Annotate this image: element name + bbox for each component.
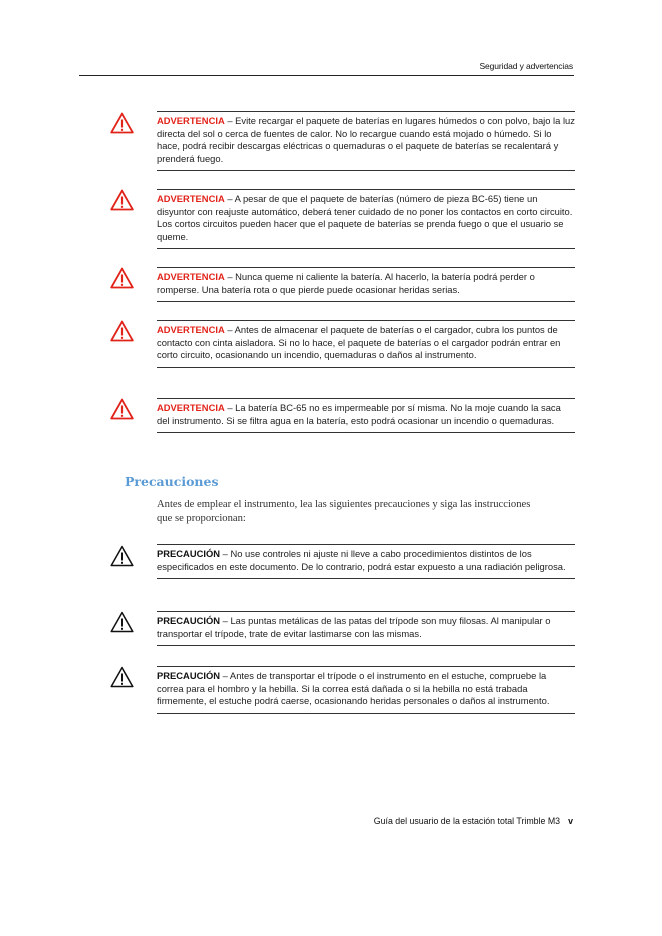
caution-triangle-icon xyxy=(110,611,134,633)
caution-text xyxy=(157,666,575,714)
warning-body: – Evite recargar el paquete de baterías en lugares húmedos o con polvo, bajo la luz directa del sol o cerca de fuentes de calor. No lo recargue cuando está mojado o húmedo. Si lo hace, podrá recibir descargas eléctricas o quemaduras o el paquete de baterías se recalentará y prenderá fuego. xyxy=(157,115,575,164)
caution-triangle-icon xyxy=(110,545,134,567)
caution-text xyxy=(157,611,575,646)
warning-label: ADVERTENCIA xyxy=(157,193,225,204)
page-footer xyxy=(374,816,573,826)
caution-body: – Las puntas metálicas de las patas del trípode son muy filosas. Al manipular o transportar el trípode, trate de evitar lastimarse con las mismas. xyxy=(157,615,551,639)
header-rule xyxy=(79,75,574,76)
caution-body: – No use controles ni ajuste ni lleve a cabo procedimientos distintos de los especificados en este documento. De lo contrario, podrá estar expuesto a una radiación peligrosa. xyxy=(157,548,566,572)
warning-label: ADVERTENCIA xyxy=(157,324,225,335)
warning-body: – A pesar de que el paquete de baterías (número de pieza BC-65) tiene un disyuntor con reajuste automático, deberá tener cuidado de no poner los contactos en corto circuito. Los cortos circuitos pueden hacer que el paquete de baterías se prenda fuego o que el usuario se queme. xyxy=(157,193,573,242)
warning-text xyxy=(157,111,575,171)
warning-triangle-icon xyxy=(110,320,134,342)
caution-body: – Antes de transportar el trípode o el instrumento en el estuche, compruebe la correa para el hombro y la hebilla. Si la correa está dañada o si la hebilla no está trabada firmemente, el estuche podrá caerse, ocasionando heridas personales o daños al instrumento. xyxy=(157,670,550,707)
guide-title: Guía del usuario de la estación total Trimble M3 xyxy=(373,816,561,826)
warning-body: – Nunca queme ni caliente la batería. Al hacerlo, la batería podrá perder o romperse. Una batería rota o que pierde puede ocasionar heridas serias. xyxy=(157,271,535,295)
section-intro: Antes de emplear el instrumento, lea las siguientes precauciones y siga las instrucciones que se proporcionan: xyxy=(157,499,531,524)
warning-label: ADVERTENCIA xyxy=(157,402,225,413)
section-title: Precauciones xyxy=(125,474,219,489)
caution-text xyxy=(157,544,575,579)
warning-triangle-icon xyxy=(110,398,134,420)
warning-triangle-icon xyxy=(110,267,134,289)
warning-text xyxy=(157,398,575,433)
warning-triangle-icon xyxy=(110,189,134,211)
warning-triangle-icon xyxy=(110,112,134,134)
warning-label: ADVERTENCIA xyxy=(157,115,225,126)
caution-triangle-icon xyxy=(110,666,134,688)
warning-label: ADVERTENCIA xyxy=(157,271,225,282)
warning-text xyxy=(157,267,575,302)
warning-text xyxy=(157,189,575,249)
caution-label: PRECAUCIÓN xyxy=(157,615,221,626)
caution-label: PRECAUCIÓN xyxy=(157,670,221,681)
warning-text xyxy=(157,320,575,368)
warning-body: – La batería BC-65 no es impermeable por sí misma. No la moje cuando la saca del instrumento. Si se filtra agua en la batería, esto podrá ocasionar un incendio o quemaduras. xyxy=(157,402,561,426)
running-header: Seguridad y advertencias xyxy=(479,61,573,71)
warning-body: – Antes de almacenar el paquete de baterías o el cargador, cubra los puntos de contacto con cinta aisladora. Si no lo hace, el paquete de baterías o el cargador podrán entrar en corto circuito, ocasionando un incendio, quemaduras o daños al instrumento. xyxy=(157,324,561,361)
page-number: v xyxy=(568,816,573,826)
caution-label: PRECAUCIÓN xyxy=(157,548,221,559)
